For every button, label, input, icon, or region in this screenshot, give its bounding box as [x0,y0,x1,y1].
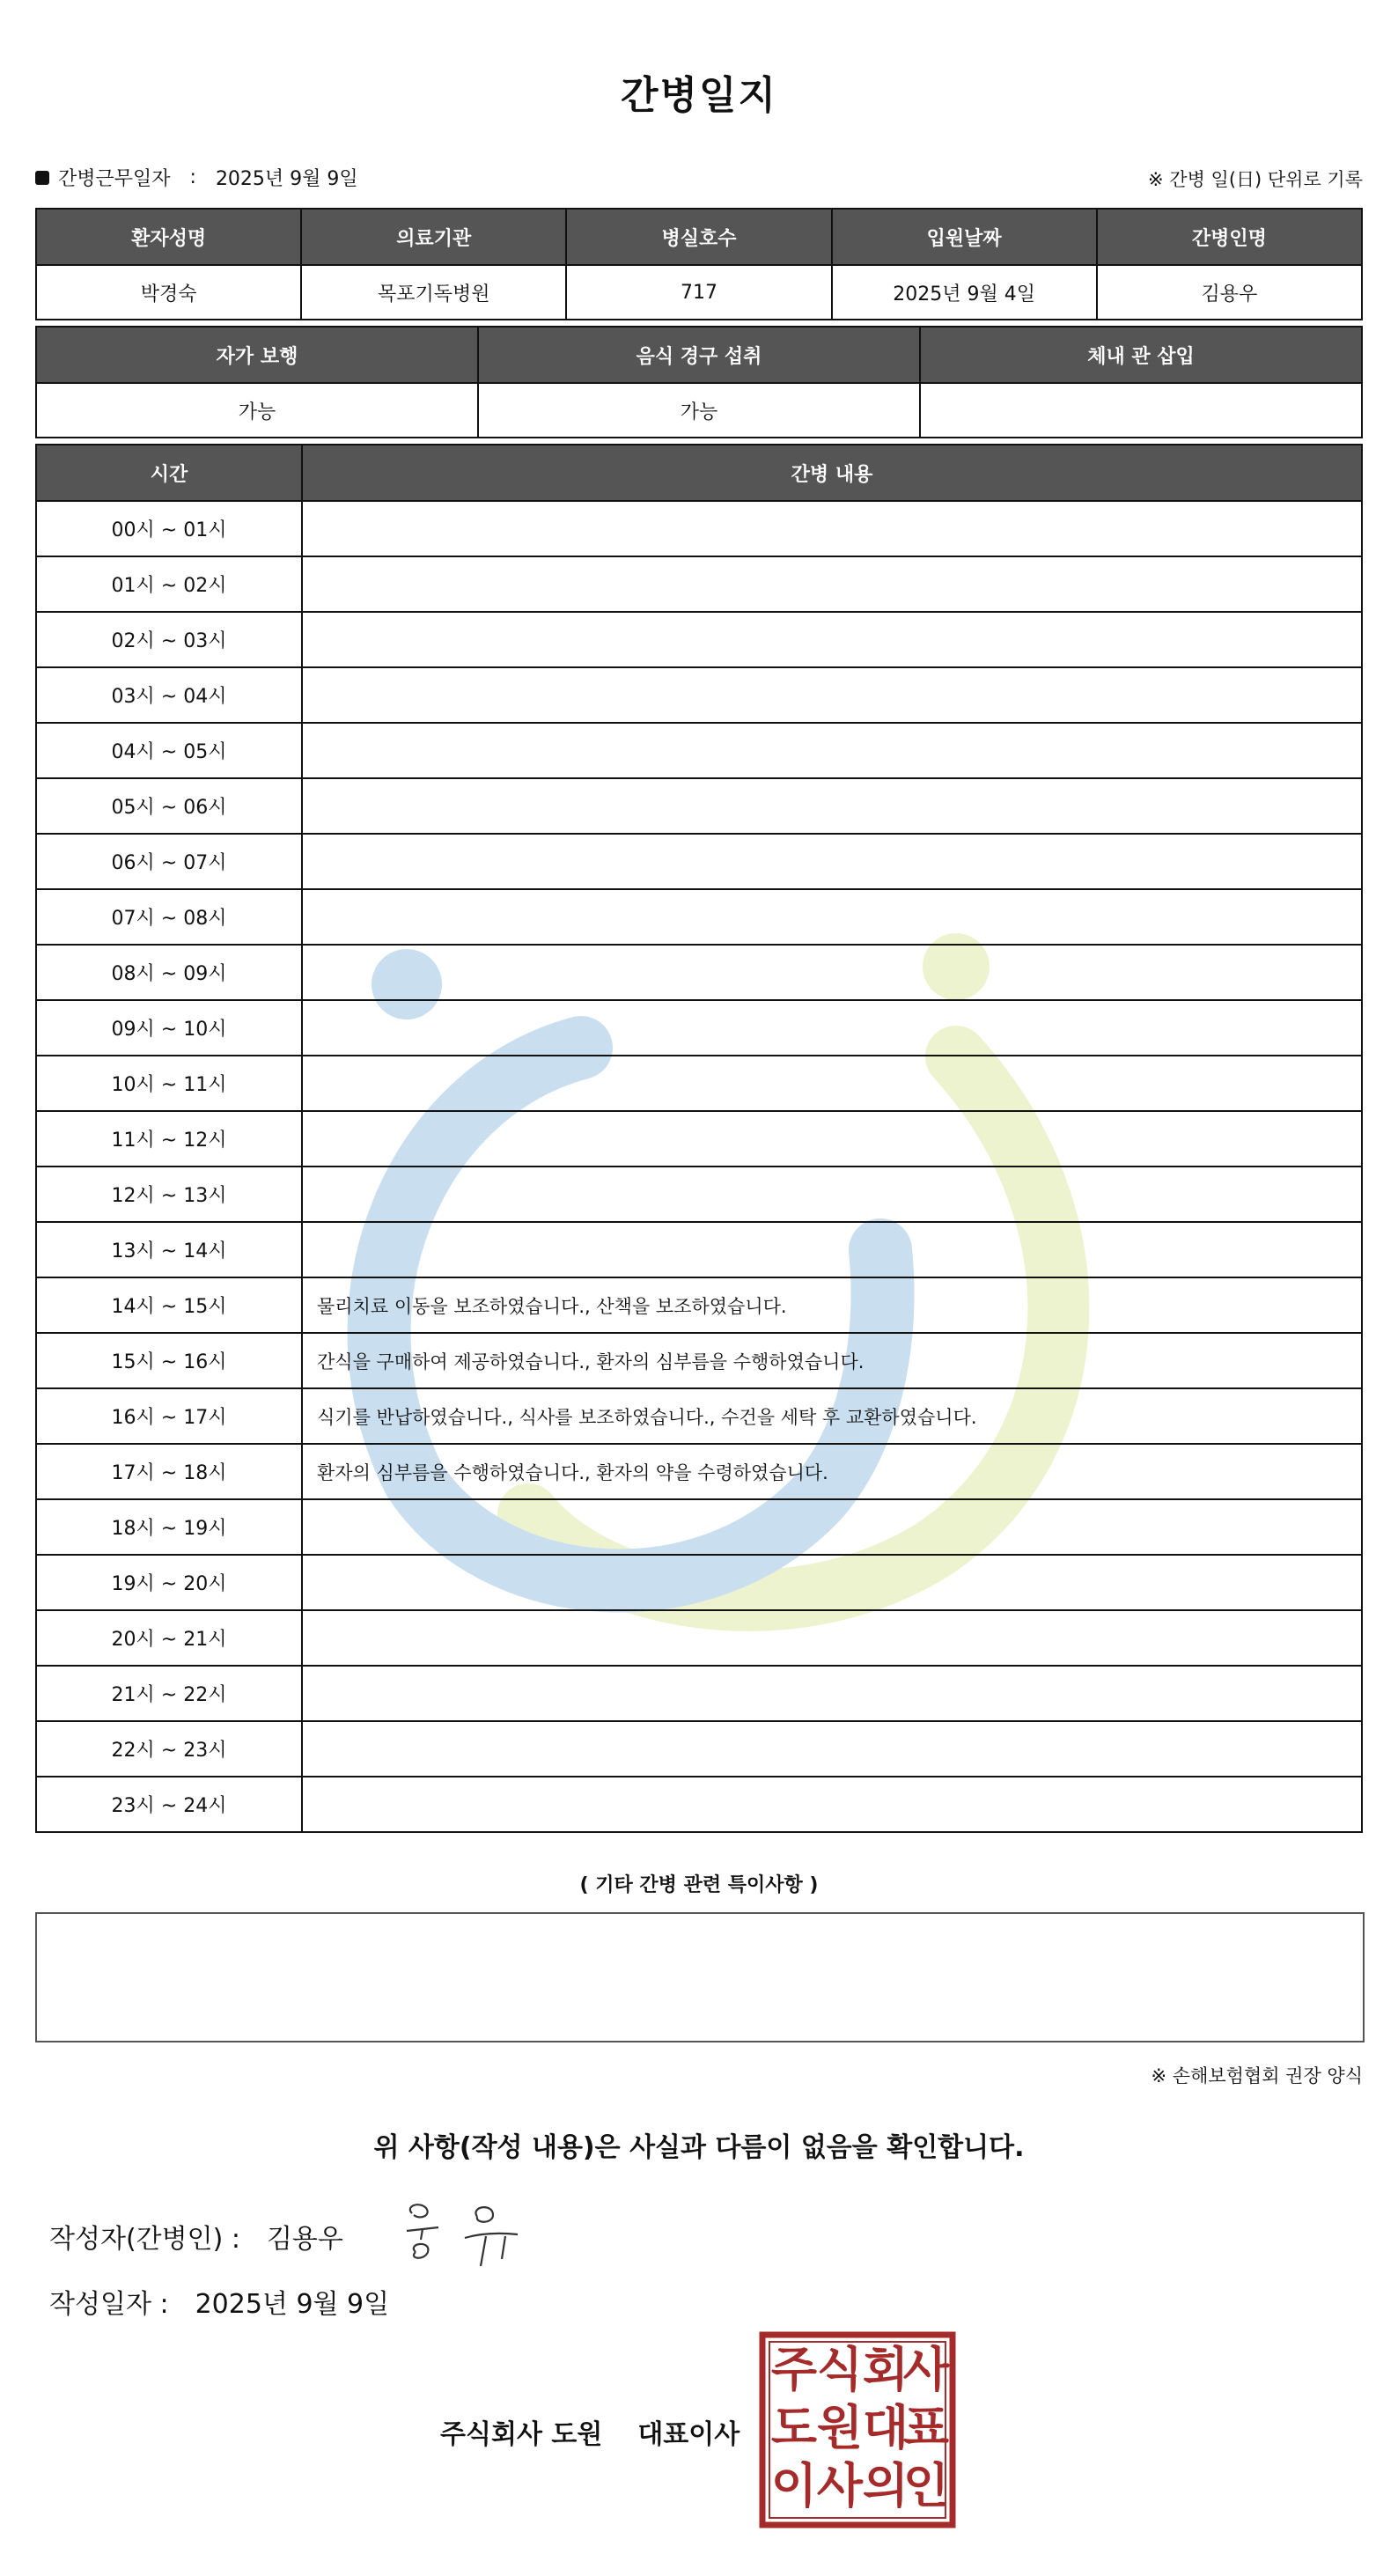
time-cell: 01시 ~ 02시 [36,556,302,612]
care-log-table [35,444,1363,1833]
time-cell: 13시 ~ 14시 [36,1222,302,1277]
table-row [36,667,1362,723]
time-cell: 18시 ~ 19시 [36,1499,302,1555]
table-row [36,1000,1362,1056]
confirmation-statement: 위 사항(작성 내용)은 사실과 다름이 없음을 확인합니다. [373,2132,1025,2163]
header-oral-intake: 음식 경구 섭취 [478,327,920,383]
table-row [36,556,1362,612]
table-row [36,1666,1362,1721]
care-content-cell [302,889,1362,945]
time-cell: 16시 ~ 17시 [36,1388,302,1444]
table-row [36,1333,1362,1388]
work-date-value: 2025년 9월 9일 [215,168,358,190]
care-content-cell: 간식을 구매하여 제공하였습니다., 환자의 심부름을 수행하였습니다. [302,1333,1362,1388]
handwritten-signature [401,2197,533,2277]
write-date-value: 2025년 9월 9일 [195,2289,390,2320]
seal-glyph: 표 [902,2400,950,2455]
table-row [36,1388,1362,1444]
bullet-square-icon [35,171,49,185]
value-caregiver-name: 김용우 [1097,265,1362,320]
value-room-number: 717 [566,265,831,320]
header-room-number: 병실호수 [566,209,831,265]
care-content-cell [302,945,1362,1000]
table-row [36,1499,1362,1555]
care-content-cell [302,1167,1362,1222]
table-row [36,1277,1362,1333]
time-cell: 23시 ~ 24시 [36,1777,302,1832]
table-row [36,501,1362,556]
time-cell: 00시 ~ 01시 [36,501,302,556]
care-content-cell [302,556,1362,612]
seal-glyph: 인 [902,2458,950,2513]
seal-glyph: 사 [902,2342,950,2397]
care-content-cell [302,1777,1362,1832]
care-content-cell [302,1555,1362,1610]
value-patient-name: 박경숙 [36,265,301,320]
writer-name: 김용우 [266,2224,343,2255]
header-patient-name: 환자성명 [36,209,301,265]
header-admission-date: 입원날짜 [832,209,1097,265]
unit-note: ※ 간병 일(日) 단위로 기록 [1148,169,1363,190]
write-date-line [49,2282,389,2321]
seal-glyph: 회 [862,2342,909,2397]
time-cell: 02시 ~ 03시 [36,612,302,667]
care-content-cell [302,1610,1362,1666]
work-date-line [35,164,358,191]
table-row [36,834,1362,889]
time-cell: 04시 ~ 05시 [36,723,302,778]
seal-glyph: 주 [770,2342,818,2397]
time-cell: 05시 ~ 06시 [36,778,302,834]
patient-info-value-row [36,265,1362,320]
header-tube-insertion: 체내 관 삽입 [920,327,1362,383]
ceo-title: 대표이사 [637,2419,740,2450]
care-log-body [36,501,1362,1832]
seal-glyph: 이 [770,2458,818,2513]
abilities-value-row [36,383,1362,438]
care-content-cell [302,1499,1362,1555]
header-self-walking: 자가 보행 [36,327,478,383]
time-cell: 17시 ~ 18시 [36,1444,302,1499]
care-content-cell [302,667,1362,723]
seal-glyph: 사 [816,2458,864,2513]
time-cell: 19시 ~ 20시 [36,1555,302,1610]
value-admission-date: 2025년 9월 4일 [832,265,1097,320]
table-row [36,612,1362,667]
time-cell: 14시 ~ 15시 [36,1277,302,1333]
time-cell: 22시 ~ 23시 [36,1721,302,1777]
table-row [36,1555,1362,1610]
care-content-cell [302,612,1362,667]
value-self-walking: 가능 [36,383,478,438]
care-content-cell [302,1000,1362,1056]
table-row [36,1610,1362,1666]
care-content-cell [302,501,1362,556]
table-row [36,1777,1362,1832]
abilities-table [35,326,1363,438]
seal-glyph: 의 [862,2458,909,2513]
writer-line [49,2217,343,2256]
table-row [36,1444,1362,1499]
time-cell: 08시 ~ 09시 [36,945,302,1000]
table-row [36,889,1362,945]
value-hospital: 목포기독병원 [301,265,566,320]
care-content-cell: 식기를 반납하였습니다., 식사를 보조하였습니다., 수건을 세탁 후 교환하였습니다. [302,1388,1362,1444]
time-cell: 07시 ~ 08시 [36,889,302,945]
table-row [36,1721,1362,1777]
table-row [36,723,1362,778]
time-cell: 09시 ~ 10시 [36,1000,302,1056]
time-cell: 15시 ~ 16시 [36,1333,302,1388]
seal-glyph: 대 [862,2400,909,2455]
care-log-header-row [36,445,1362,501]
work-date-label: 간병근무일자 [58,168,171,190]
time-cell: 20시 ~ 21시 [36,1610,302,1666]
header-caregiver-name: 간병인명 [1097,209,1362,265]
work-date-separator: : [189,166,196,188]
care-content-cell: 환자의 심부름을 수행하였습니다., 환자의 약을 수령하였습니다. [302,1444,1362,1499]
care-content-cell [302,1056,1362,1111]
patient-info-table [35,208,1363,320]
company-name: 주식회사 도원 [440,2419,603,2450]
table-row [36,1167,1362,1222]
table-row [36,1111,1362,1167]
write-date-label: 작성일자 : [49,2289,169,2320]
care-content-cell [302,1111,1362,1167]
value-oral-intake: 가능 [478,383,920,438]
time-cell: 03시 ~ 04시 [36,667,302,723]
care-content-cell [302,1222,1362,1277]
time-cell: 21시 ~ 22시 [36,1666,302,1721]
company-seal-stamp [759,2331,956,2528]
header-care-content: 간병 내용 [302,445,1362,501]
care-content-cell [302,834,1362,889]
care-content-cell [302,1721,1362,1777]
care-content-cell [302,1666,1362,1721]
seal-glyph: 식 [816,2342,864,2397]
time-cell: 06시 ~ 07시 [36,834,302,889]
table-row [36,778,1362,834]
time-cell: 12시 ~ 13시 [36,1167,302,1222]
table-row [36,1056,1362,1111]
special-notes-box [35,1912,1365,2042]
care-content-cell [302,723,1362,778]
header-hospital: 의료기관 [301,209,566,265]
care-content-cell [302,778,1362,834]
value-tube-insertion [920,383,1362,438]
table-row [36,1222,1362,1277]
care-content-cell: 물리치료 이동을 보조하였습니다., 산책을 보조하였습니다. [302,1277,1362,1333]
time-cell: 10시 ~ 11시 [36,1056,302,1111]
document-title: 간병일지 [620,73,777,118]
recommend-note: ※ 손해보험협회 권장 양식 [1151,2065,1363,2087]
special-notes-title: ( 기타 간병 관련 특이사항 ) [579,1874,819,1896]
table-row [36,945,1362,1000]
seal-glyph: 도 [770,2400,818,2455]
header-time: 시간 [36,445,302,501]
time-cell: 11시 ~ 12시 [36,1111,302,1167]
writer-label: 작성자(간병인) : [49,2224,240,2255]
patient-info-header-row [36,209,1362,265]
seal-glyph: 원 [816,2400,864,2455]
abilities-header-row [36,327,1362,383]
company-line [440,2412,739,2451]
